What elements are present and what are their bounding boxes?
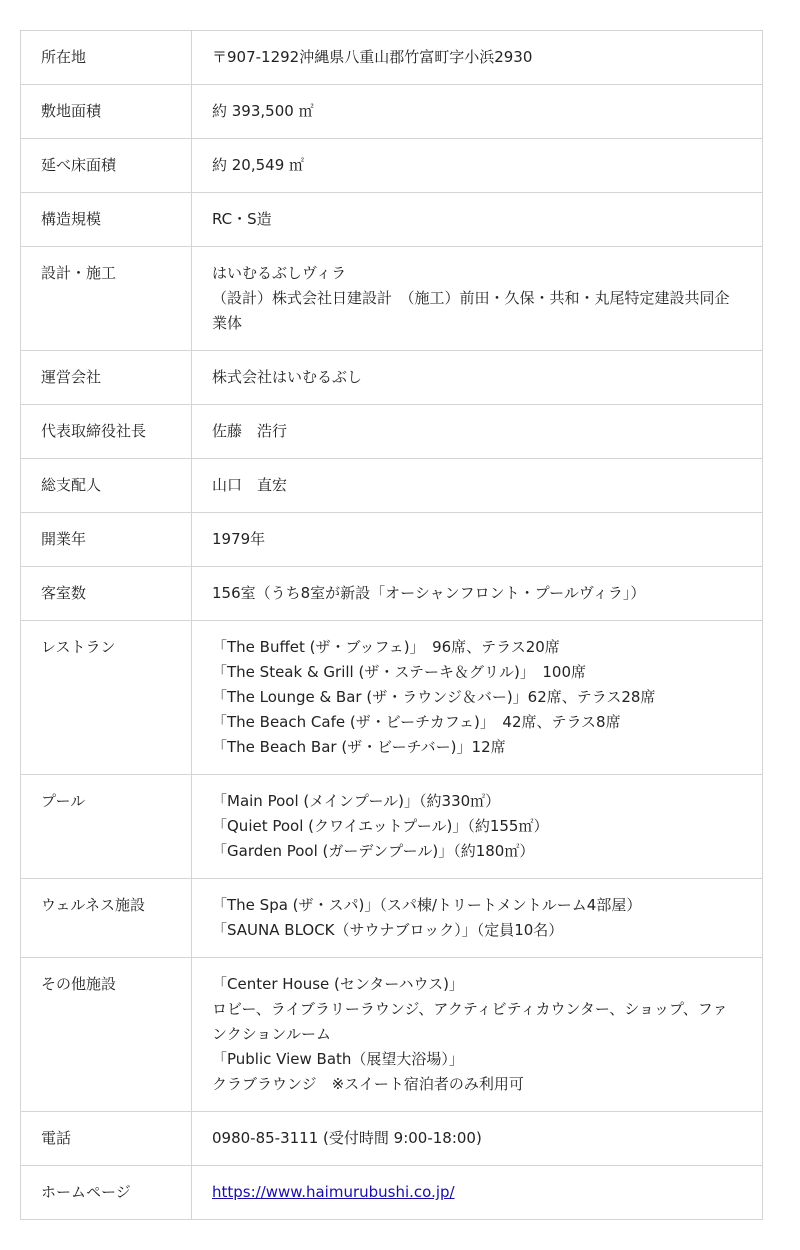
row-label-cell	[21, 1112, 192, 1166]
row-value-cell	[192, 405, 763, 459]
row-value-cell	[192, 459, 763, 513]
row-value-cell	[192, 1166, 763, 1220]
row-value-line: 「The Steak & Grill (ザ・ステーキ＆グリル)」 100席	[212, 663, 587, 681]
row-value-line: 「The Lounge & Bar (ザ・ラウンジ＆バー)」62席、テラス28席	[212, 688, 656, 706]
row-value-line: 「The Spa (ザ・スパ)」（スパ棟/トリートメントルーム4部屋）	[212, 896, 642, 914]
row-value-cell	[192, 567, 763, 621]
row-label: 開業年	[41, 530, 87, 548]
table-row	[21, 879, 763, 958]
row-value-cell	[192, 351, 763, 405]
row-label-cell	[21, 31, 192, 85]
row-value-cell	[192, 621, 763, 775]
row-label-cell	[21, 193, 192, 247]
table-row	[21, 31, 763, 85]
row-value-line: 「SAUNA BLOCK（サウナブロック）」（定員10名）	[212, 921, 564, 939]
table-row	[21, 351, 763, 405]
table-row	[21, 139, 763, 193]
row-label: 構造規模	[41, 210, 102, 228]
table-row	[21, 1112, 763, 1166]
row-value-line: 「The Beach Bar (ザ・ビーチバー)」12席	[212, 738, 506, 756]
table-row	[21, 247, 763, 351]
row-label-cell	[21, 459, 192, 513]
row-value-line: クラブラウンジ ※スイート宿泊者のみ利用可	[212, 1075, 524, 1093]
row-value-line: 「Public View Bath（展望大浴場）」	[212, 1050, 464, 1068]
table-row	[21, 405, 763, 459]
row-value-line: 0980-85-3111 (受付時間 9:00-18:00)	[212, 1129, 482, 1147]
row-label-cell	[21, 1166, 192, 1220]
row-value-line: 「Center House (センターハウス)」	[212, 975, 464, 993]
row-value-line: 約 20,549 ㎡	[212, 156, 305, 174]
row-label: 運営会社	[41, 368, 102, 386]
table-row	[21, 513, 763, 567]
row-label-cell	[21, 775, 192, 879]
row-label: 総支配人	[41, 476, 102, 494]
row-value-cell	[192, 958, 763, 1112]
row-value-line: 〒907-1292沖縄県八重山郡竹富町字小浜2930	[212, 48, 533, 66]
row-value-cell	[192, 1112, 763, 1166]
row-value-line: 「Garden Pool (ガーデンプール)」（約180㎡）	[212, 842, 535, 860]
row-value-line: はいむるぶしヴィラ	[212, 264, 347, 282]
row-label: 客室数	[41, 584, 87, 602]
row-value-cell	[192, 139, 763, 193]
row-value-line: 株式会社はいむるぶし	[212, 368, 363, 386]
row-value-cell	[192, 879, 763, 958]
row-value-line: 1979年	[212, 530, 266, 548]
row-label: 設計・施工	[41, 264, 117, 282]
facility-info-table-wrapper	[20, 30, 762, 1220]
row-label-cell	[21, 879, 192, 958]
row-value-cell	[192, 31, 763, 85]
table-row	[21, 567, 763, 621]
row-label: プール	[41, 792, 86, 810]
table-row	[21, 621, 763, 775]
row-label-cell	[21, 405, 192, 459]
table-row	[21, 459, 763, 513]
row-label-cell	[21, 567, 192, 621]
table-row	[21, 1166, 763, 1220]
table-row	[21, 85, 763, 139]
row-value-line: 「The Beach Cafe (ザ・ビーチカフェ)」 42席、テラス8席	[212, 713, 621, 731]
row-value-line: 「Main Pool (メインプール)」（約330㎡）	[212, 792, 501, 810]
row-label-cell	[21, 351, 192, 405]
row-label: ホームページ	[41, 1183, 131, 1201]
row-label: 延べ床面積	[41, 156, 117, 174]
row-label: ウェルネス施設	[41, 896, 145, 914]
row-label-cell	[21, 513, 192, 567]
row-value-line: ロビー、ライブラリーラウンジ、アクティビティカウンター、ショップ、ファンクションルーム	[212, 1000, 728, 1043]
row-label: その他施設	[41, 975, 117, 993]
row-value-line: 約 393,500 ㎡	[212, 102, 314, 120]
row-label: 所在地	[41, 48, 87, 66]
row-value-cell	[192, 513, 763, 567]
row-value-line: 156室（うち8室が新設「オーシャンフロント・プールヴィラ」）	[212, 584, 646, 602]
row-value-line: 山口 直宏	[212, 476, 288, 494]
homepage-link[interactable]: https://www.haimurubushi.co.jp/	[212, 1183, 455, 1201]
row-value-line: 佐藤 浩行	[212, 422, 288, 440]
row-value-cell	[192, 247, 763, 351]
table-row	[21, 958, 763, 1112]
facility-info-table	[20, 30, 763, 1220]
row-value-cell	[192, 85, 763, 139]
row-label: 敷地面積	[41, 102, 102, 120]
row-label: 代表取締役社長	[41, 422, 147, 440]
row-value-line: 「The Buffet (ザ・ブッフェ)」 96席、テラス20席	[212, 638, 560, 656]
row-label-cell	[21, 958, 192, 1112]
row-label: 電話	[41, 1129, 72, 1147]
row-label-cell	[21, 247, 192, 351]
row-value-line: 「Quiet Pool (クワイエットプール)」（約155㎡）	[212, 817, 549, 835]
table-row	[21, 775, 763, 879]
row-label: レストラン	[41, 638, 116, 656]
row-value-cell	[192, 193, 763, 247]
row-label-cell	[21, 621, 192, 775]
row-label-cell	[21, 85, 192, 139]
row-label-cell	[21, 139, 192, 193]
row-value-line: （設計）株式会社日建設計 （施工）前田・久保・共和・丸尾特定建設共同企業体	[212, 289, 730, 332]
table-row	[21, 193, 763, 247]
row-value-cell	[192, 775, 763, 879]
row-value-line: RC・S造	[212, 210, 272, 228]
